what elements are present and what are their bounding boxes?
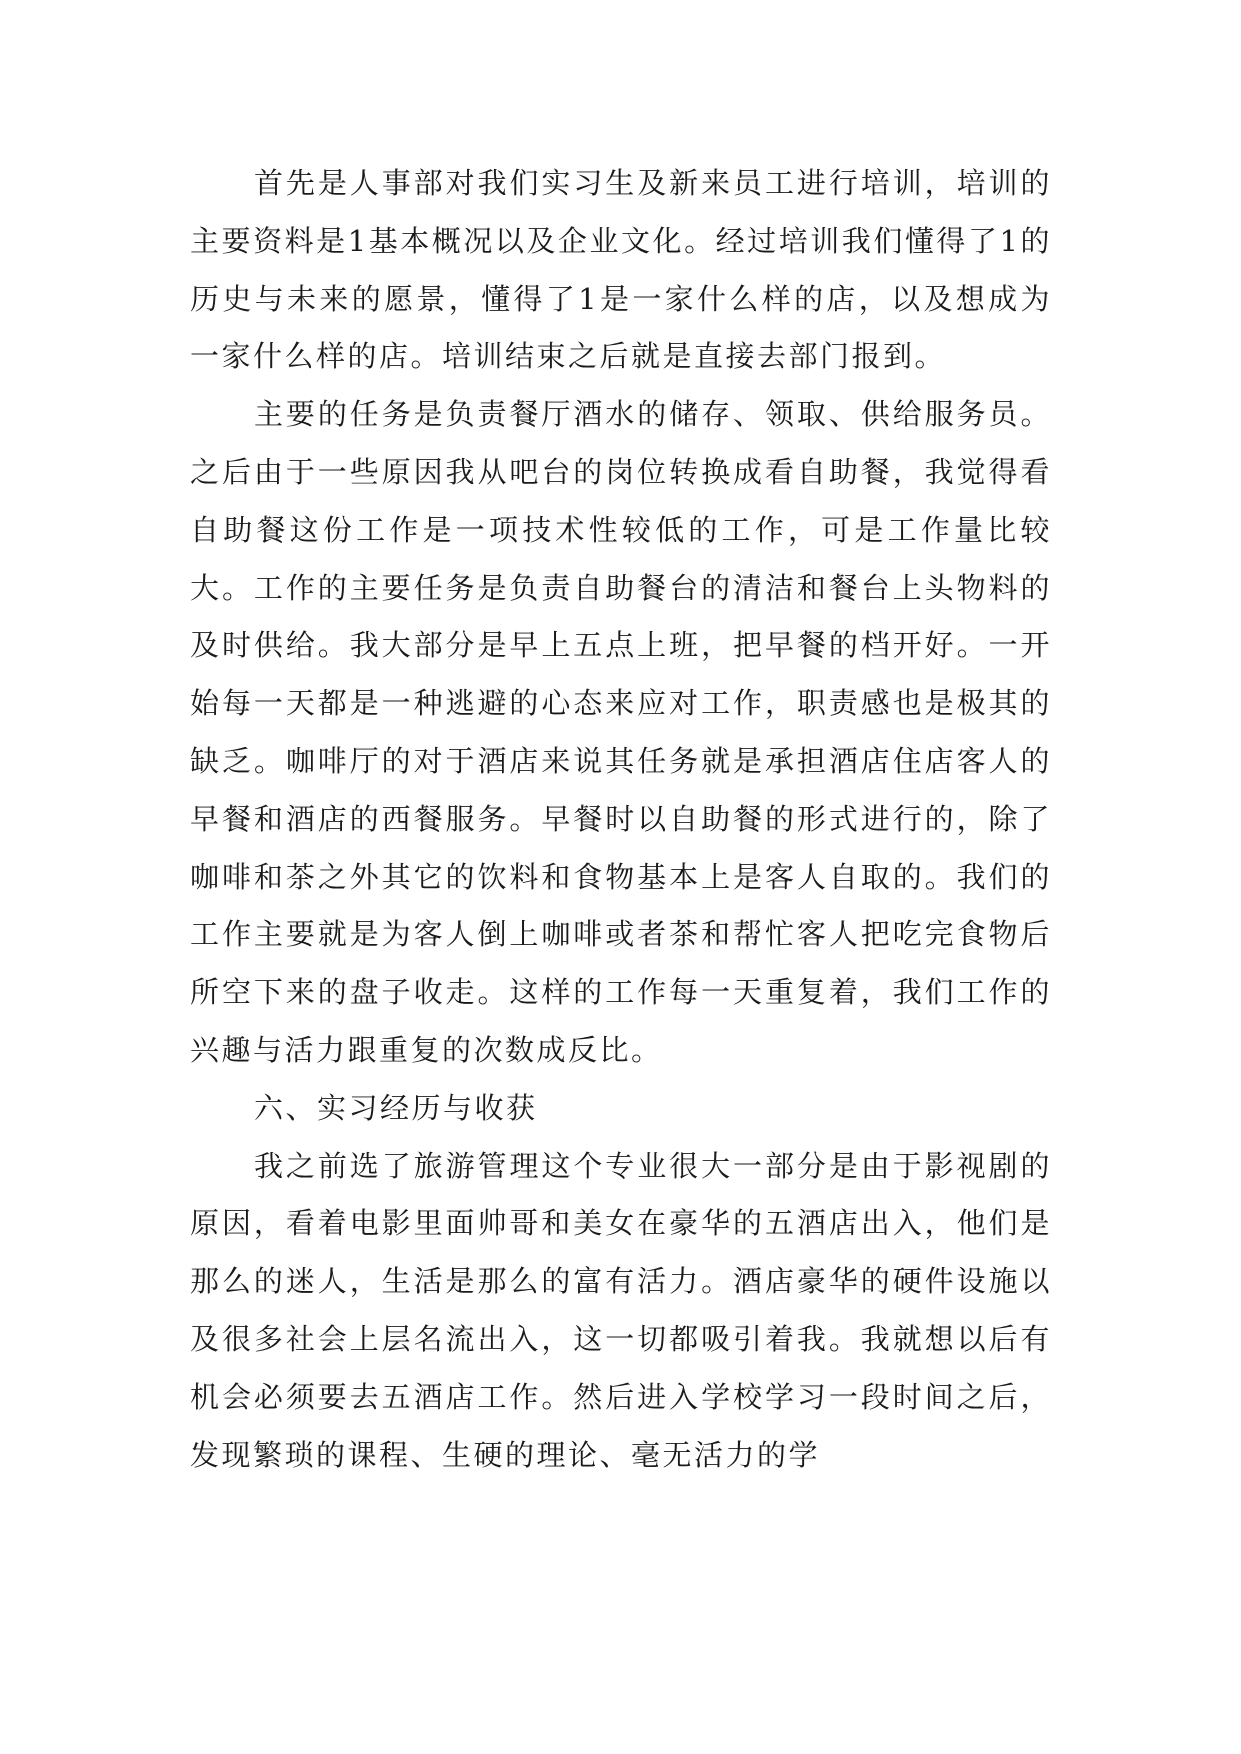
paragraph-training: 首先是人事部对我们实习生及新来员工进行培训，培训的主要资料是1基本概况以及企业文化。经过培训我们懂得了1的历史与未来的愿景，懂得了1是一家什么样的店，以及想成为一家什么样的店。培训结束之后就是直接去部门报到。 [190,166,1052,374]
paragraph-experience: 我之前选了旅游管理这个专业很大一部分是由于影视剧的原因，看着电影里面帅哥和美女在豪华的五酒店出入，他们是那么的迷人，生活是那么的富有活力。酒店豪华的硬件设施以及很多社会上层名流出入，这一切都吸引着我。我就想以后有机会必须要去五酒店工作。然后进入学校学习一段时间之后，发现繁琐的课程、生硬的理论、毫无活力的学 [190,1148,1052,1472]
paragraph-duties: 主要的任务是负责餐厅酒水的储存、领取、供给服务员。之后由于一些原因我从吧台的岗位转换成看自助餐，我觉得看自助餐这份工作是一项技术性较低的工作，可是工作量比较大。工作的主要任务是负责自助餐台的清洁和餐台上头物料的及时供给。我大部分是早上五点上班，把早餐的档开好。一开始每一天都是一种逃避的心态来应对工作，职责感也是极其的缺乏。咖啡厅的对于酒店来说其任务就是承担酒店住店客人的早餐和酒店的西餐服务。早餐时以自助餐的形式进行的，除了咖啡和茶之外其它的饮料和食物基本上是客人自取的。我们的工作主要就是为客人倒上咖啡或者茶和帮忙客人把吃完食物后所空下来的盘子收走。这样的工作每一天重复着，我们工作的兴趣与活力跟重复的次数成反比。 [190,397,1052,1067]
section-heading: 六、实习经历与收获 [254,1090,538,1125]
document-body [190,155,1052,1484]
